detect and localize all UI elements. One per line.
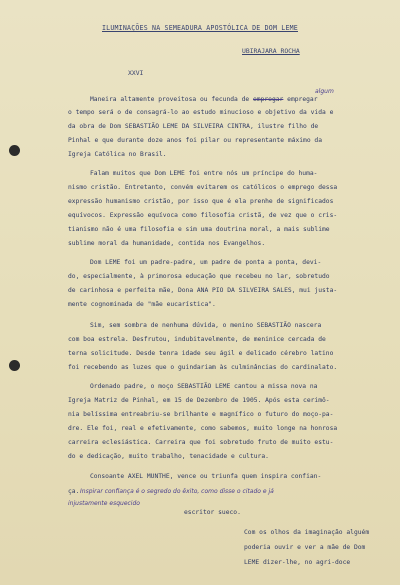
text-line: do, especialmente, à primorosa educação que recebeu no lar, sobretudo <box>68 273 330 280</box>
text-line: do e dedicação, muito trabalho, tenacidade e cultura. <box>68 453 269 460</box>
text-line: Igreja Católica no Brasil. <box>68 151 167 158</box>
text-line: equívocos. Expressão equívoca como filosofia cristã, de vez que o cris- <box>68 212 338 219</box>
text-line: expressão humanismo cristão, por isso que é ela prenhe de significados <box>68 198 334 205</box>
chapter-number: XXVI <box>128 69 144 77</box>
document-author: UBIRAJARA ROCHA <box>242 47 300 55</box>
text-line: Pinhal e que durante doze anos foi pilar ou representante máximo da <box>68 137 323 144</box>
text-line: LEME dizer-lhe, no agri-doce <box>244 559 351 566</box>
binder-hole <box>9 360 20 371</box>
text-line: carreira eclesiástica. Carreira que foi sobretudo fruto de muito estu- <box>68 439 334 446</box>
text-line: o tempo será o de consagrá-lo ao estudo minucioso e objetivo da vida e <box>68 109 334 116</box>
text-line: Consoante AXEL MUNTHE, vence ou triunfa quem inspira confian- <box>90 473 322 480</box>
text-line: Com os olhos da imaginação alguém <box>244 529 370 536</box>
text-line: Dom LEME foi um padre-padre, um padre de ponta a ponta, devi- <box>90 259 322 266</box>
text-line: da obra de Dom SEBASTIÃO LEME DA SILVEIRA CINTRA, ilustre filho de <box>68 123 319 130</box>
text-line: mente cognominada de "mãe eucarística". <box>68 301 216 308</box>
text-line: poderia ouvir e ver a mãe de Dom <box>244 544 366 551</box>
text-line: dre. Ele foi, real e efetivamente, como sabemos, muito longe na honrosa <box>68 425 338 432</box>
text-line: nismo cristão. Entretanto, convém evitarem os católicos o emprego dessa <box>68 184 338 191</box>
text-line: Igreja Matriz de Pinhal, em 15 de Dezembro de 1905. Após esta cerimô- <box>68 397 330 404</box>
text-line: sublime moral da humanidade, contida nos Evangelhos. <box>68 240 266 247</box>
document-title: ILUMINAÇÕES NA SEMEADURA APOSTÓLICA DE DOM LEME <box>102 24 298 32</box>
text-line: tianismo não é uma filosofia e sim uma doutrina moral, a mais sublime <box>68 226 330 233</box>
text-line: com boa estrela. Desfrutou, indubitavelmente, de meninice cercada de <box>68 336 326 343</box>
handwritten-line: injustamente esquecido <box>68 500 140 507</box>
handwritten-line: Inspirar confiança é o segredo do êxito, como disse o citado e já <box>80 488 274 495</box>
text-line: terna solicitude. Desde tenra idade seu ágil e delicado cérebro latino <box>68 350 334 357</box>
text-line: nia belíssima entreabriu-se brilhante e magnífico o futuro do moço-pa- <box>68 411 334 418</box>
text-line: ça. <box>68 488 80 495</box>
handwritten-insert: algum <box>315 88 334 95</box>
text-line: escritor sueco. <box>184 509 241 516</box>
text-line: Sim, sem sombra de nenhuma dúvida, o menino SEBASTIÃO nascera <box>90 322 322 329</box>
text-line: de carinhosa e perfeita mãe, Dona ANA PIO DA SILVEIRA SALES, mui justa- <box>68 287 338 294</box>
text-line: Falam muitos que Dom LEME foi entre nós um príncipe do huma- <box>90 170 318 177</box>
text-line: Ordenado padre, o moço SEBASTIÃO LEME cantou a missa nova na <box>90 383 318 390</box>
text-line: foi recebendo as luzes que o guindariam às culminâncias do cardinalato. <box>68 364 338 371</box>
text-line-1: Maneira altamente proveitosa ou fecunda de empregar empregar <box>90 96 318 103</box>
crossed-word: empregar <box>253 96 284 103</box>
binder-hole <box>9 145 20 156</box>
